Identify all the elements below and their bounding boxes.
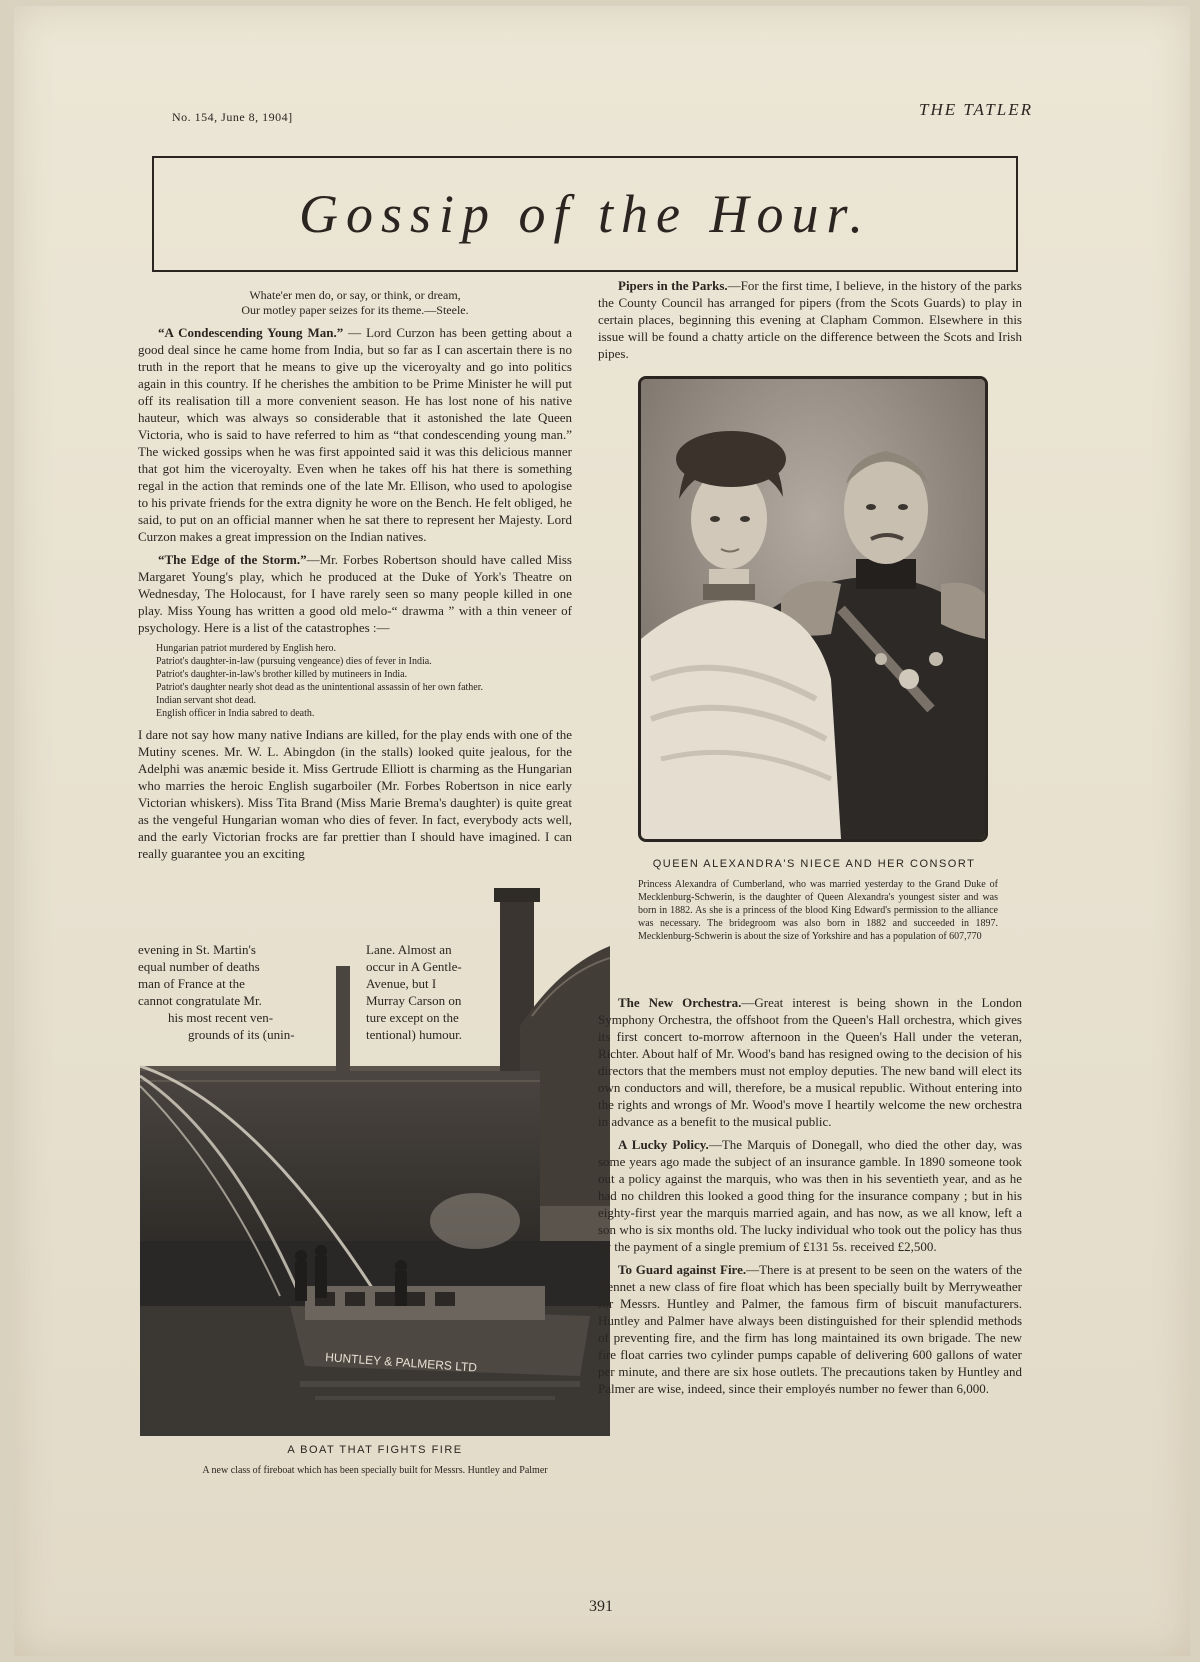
article-storm-text: —Mr. Forbes Robertson should have called Miss Margaret Young's play, which he produced at the Duke of York's Theatre on Wednesday, The Holocaust, for I have rarely seen so many people killed in one play. Miss Young has written a good old melo-“ drawma ” with a thin veneer of psychology. Here is a list of the catastrophes :—	[138, 552, 572, 635]
catastrophe-item: Patriot's daughter-in-law's brother killed by mutineers in India.	[156, 669, 408, 680]
split-line: Murray Carson on	[366, 993, 462, 1008]
article-fire-lead: To Guard against Fire.	[618, 1262, 747, 1277]
split-line: grounds of its (unin-	[188, 1027, 295, 1042]
split-line: tentional) humour.	[366, 1027, 463, 1042]
title-box	[152, 156, 1018, 272]
issue-line: No. 154, June 8, 1904]	[172, 110, 293, 124]
article-orchestra-lead: The New Orchestra.	[618, 995, 742, 1010]
article-orchestra	[598, 994, 1022, 1130]
right-column-lower	[598, 994, 1022, 1403]
catastrophe-item: English officer in India sabred to death.	[156, 708, 315, 719]
catastrophe-item: Indian servant shot dead.	[156, 695, 256, 706]
split-line: evening in St. Martin's	[138, 942, 256, 957]
magazine-page	[14, 6, 1190, 1656]
fireboat-caption-text: A new class of fireboat which has been specially built for Messrs. Huntley and Palmer	[202, 1465, 548, 1476]
article-pipers-text: —For the first time, I believe, in the history of the parks the County Council has arranged for pipers (from the Scots Guards) to play in certain places, beginning this evening at Clapham Common. Elsewhere in this issue will be found a chatty article on the difference between the Scots and Irish pipes.	[598, 278, 1022, 361]
princess-dress	[641, 601, 841, 839]
article-storm	[138, 551, 572, 636]
catastrophe-list	[156, 642, 572, 720]
portrait-caption-title: QUEEN ALEXANDRA'S NIECE AND HER CONSORT	[652, 858, 976, 870]
fireboat-photo	[140, 876, 610, 1436]
article-pipers-lead: Pipers in the Parks.	[618, 278, 728, 293]
boat-lettering: HUNTLEY & PALMERS LTD	[324, 1350, 478, 1375]
epigraph-line-1: Whate'er men do, or say, or think, or dream,	[249, 288, 461, 302]
chimney-small	[336, 966, 350, 1076]
split-line: Avenue, but I	[366, 976, 437, 991]
article-pipers	[598, 277, 1022, 368]
article-fire-text: —There is at present to be seen on the waters of the Kennet a new class of fire float which has been specially built by Merryweather for Messrs. Huntley and Palmer, the famous firm of biscuit manufacturers. Huntley and Palmer have always been distinguished for their splendid methods of preventing fire, and the firm has long maintained its own brigade. The new fire float carries two cylinder pumps capable of delivering 600 gallons of water per minute, and there are six hose outlets. The precautions taken by Huntley and Palmer are wise, indeed, since their employés number no fewer than 6,000.	[598, 1262, 1022, 1396]
epigraph	[138, 288, 572, 318]
article-fire	[598, 1261, 1022, 1397]
article-curzon	[138, 324, 572, 545]
page-title: Gossip of the Hour.	[298, 184, 872, 244]
fireboat-caption-title: A BOAT THAT FIGHTS FIRE	[287, 1444, 463, 1456]
article-policy	[598, 1136, 1022, 1255]
article-curzon-text: — Lord Curzon has been getting about a good deal since he came home from India, but so far as I can ascertain there is no truth in the report that he means to give up the viceroyalty and go into politics again in this country. If he cherishes the ambition to be Prime Minister he will put off its realisation till a more convenient season. He has lost none of his native hauteur, which was always so considerable that it astonished the late Queen Victoria, who is said to have referred to him as “that condescending young man.” The wicked gossips when he was first appointed said it was this delicious manner that got him the viceroyalty. Even when he takes off his hat there is something regal in the action that reminds one of the late Mr. Ellison, who used to apologise to his private friends for the extra dignity he wore on the Bench. He felt obliged, he said, to put on an official manner when he sat there to represent her Majesty. Lord Curzon makes a great impression on the Indian natives.	[138, 325, 572, 544]
split-line: ture except on the	[366, 1010, 459, 1025]
split-line: cannot congratulate Mr.	[138, 993, 262, 1008]
article-curzon-lead: “A Condescending Young Man.”	[158, 325, 344, 340]
article-storm-lead: “The Edge of the Storm.”	[158, 552, 307, 567]
portrait-caption-text: Princess Alexandra of Cumberland, who was married yesterday to the Grand Duke of Mecklenburg-Schwerin, is the daughter of Queen Alexandra's youngest sister and was born in 1882. As she is a princess of the blood King Edward's permission to the alliance was necessary. The bridegroom was also born in 1882 and succeeded in 1897. Mecklenburg-Schwerin is about the size of Yorkshire and has a population of 607,770	[638, 879, 998, 942]
magazine-name: THE TATLER	[919, 100, 1033, 119]
catastrophe-item: Hungarian patriot murdered by English hero.	[156, 643, 336, 654]
catastrophe-item: Patriot's daughter nearly shot dead as the unintentional assassin of her own father.	[156, 682, 483, 693]
split-line: his most recent ven-	[168, 1010, 274, 1025]
portrait-photo	[638, 376, 988, 842]
article-orchestra-text: —Great interest is being shown in the London Symphony Orchestra, the offshoot from the Queen's Hall orchestra, which gives its first concert to-morrow afternoon in the Queen's Hall under the veteran, Richter. About half of Mr. Wood's band has resigned owing to the decision of his directors that the members must not employ deputies. The new band will elect its own conductors and will, therefore, be a musical republic. Without entering into the rights and wrongs of Mr. Wood's move I heartily welcome the new orchestra in advance as a benefit to the musical public.	[598, 995, 1022, 1129]
article-storm-continued: I dare not say how many native Indians are killed, for the play ends with one of the Mutiny scenes. Mr. W. L. Abingdon (in the stalls) looked quite jealous, for the Adelphi was anæmic beside it. Miss Gertrude Elliott is charming as the Hungarian who marries the heroic English sugarboiler (Mr. Forbes Robertson in nice early Victorian whiskers). Miss Tita Brand (Miss Marie Brema's daughter) is quite great as the vengeful Hungarian woman who dies of fever. In fact, everybody acts well, and the early Victorian frocks are far prettier than I should have imagined. I can really guarantee you an exciting	[138, 727, 572, 861]
split-line: Lane. Almost an	[366, 942, 452, 957]
split-line: man of France at the	[138, 976, 245, 991]
split-line: occur in A Gentle-	[366, 959, 462, 974]
epigraph-line-2: Our motley paper seizes for its theme.—Steele.	[241, 303, 469, 317]
article-policy-lead: A Lucky Policy.	[618, 1137, 709, 1152]
article-policy-text: —The Marquis of Donegall, who died the other day, was some years ago made the subject of an insurance gamble. In 1890 someone took out a policy against the marquis, who was then in his seventieth year, and as he had no children this looked a good thing for the insurance company ; but in his eighty-first year the marquis married again, and has now, as we all know, left a son who is six months old. The lucky individual who took out the policy has thus by the payment of a single premium of £131 5s. received £2,500.	[598, 1137, 1023, 1254]
catastrophe-item: Patriot's daughter-in-law (pursuing vengeance) dies of fever in India.	[156, 656, 432, 667]
split-line: equal number of deaths	[138, 959, 260, 974]
page-number: 391	[589, 1598, 613, 1615]
left-column	[138, 288, 572, 868]
portrait-image	[641, 379, 985, 839]
